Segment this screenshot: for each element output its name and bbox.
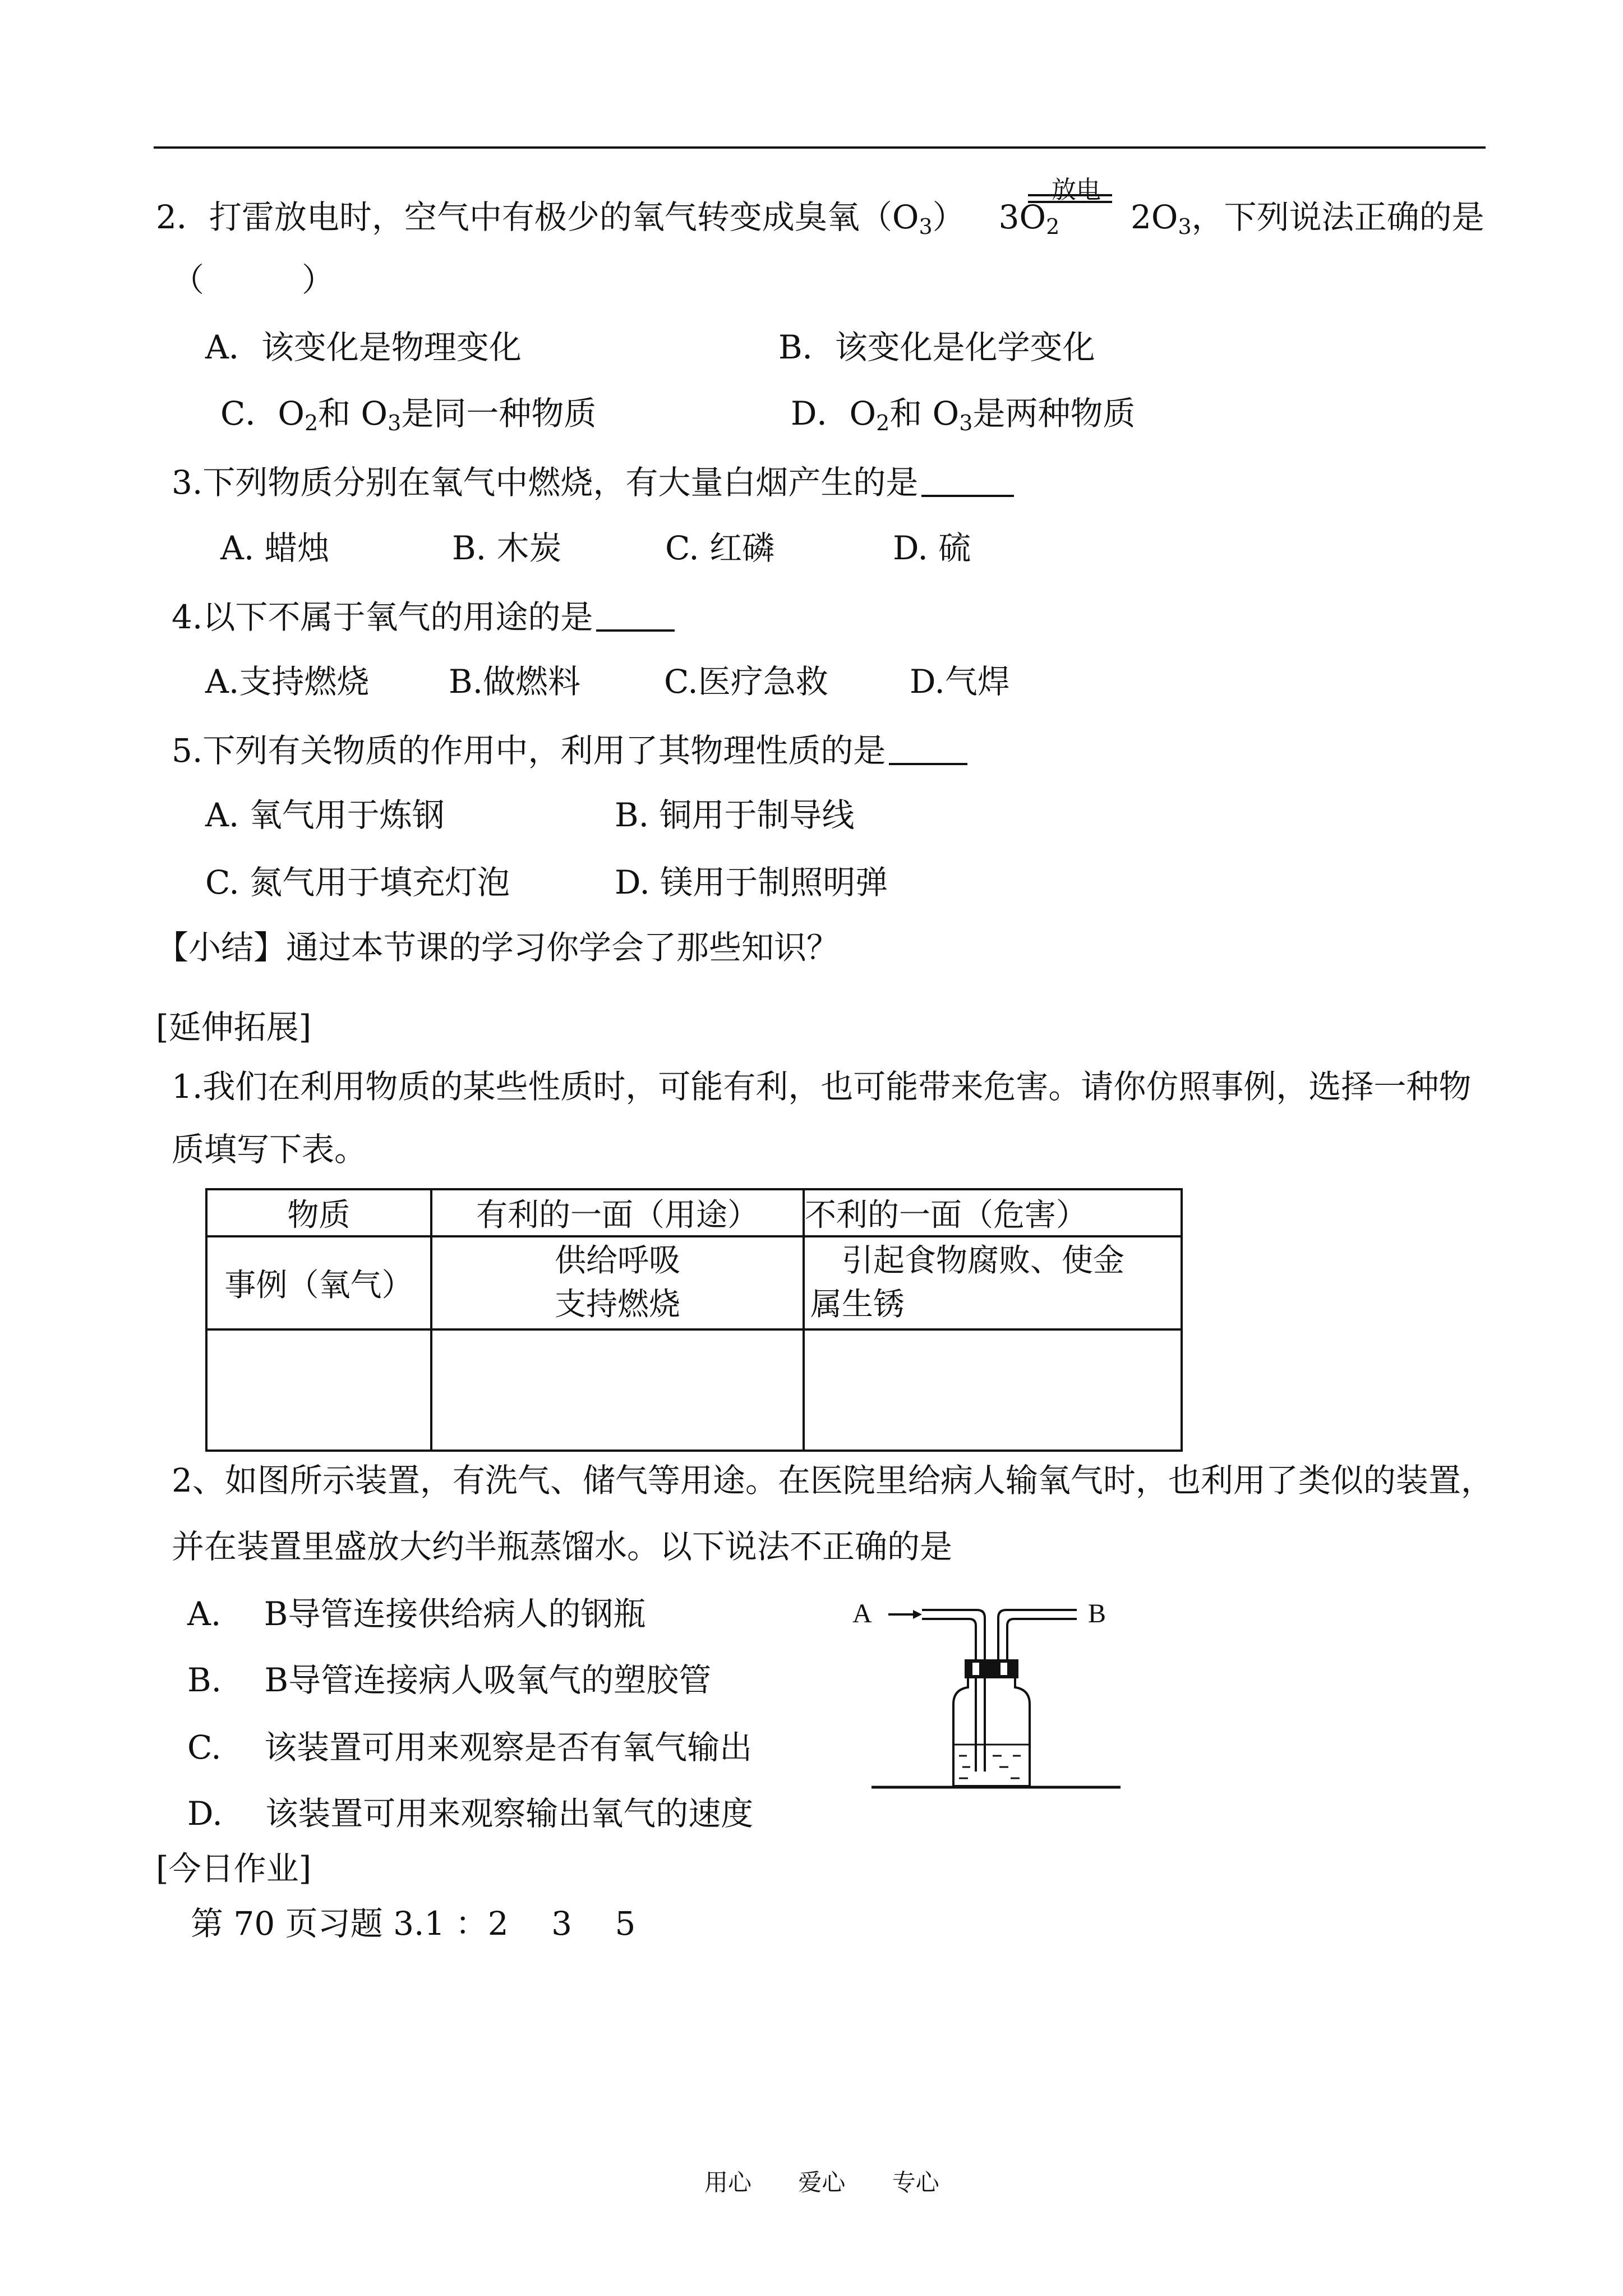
extension-q2-option-b: B. B导管连接病人吸氧气的塑胶管 bbox=[187, 1661, 712, 1699]
q5-option-b: B. 铜用于制导线 bbox=[615, 796, 855, 834]
table-empty-cell bbox=[206, 1329, 431, 1451]
q5-option-c: C. 氮气用于填充灯泡 bbox=[205, 863, 510, 901]
q2-option-c: C．$O_2$和 $O_3$是同一种物质 bbox=[220, 394, 597, 435]
q5-option-d: D. 镁用于制照明弹 bbox=[615, 863, 888, 901]
table-header-substance: 物质 bbox=[206, 1189, 431, 1236]
extension-q2-line2: 并在装置里盛放大约半瓶蒸馏水。以下说法不正确的是 bbox=[172, 1527, 953, 1566]
extension-q2-line1: 2、如图所示装置，有洗气、储气等用途。在医院里给病人输氧气时，也利用了类似的装置， bbox=[172, 1461, 1493, 1499]
inlet-arrow bbox=[888, 1610, 922, 1619]
gas-washing-bottle-diagram bbox=[852, 1593, 1144, 1806]
q2-option-d: D．$O_2$和 $O_3$是两种物质 bbox=[791, 394, 1136, 435]
header-rule bbox=[154, 146, 1486, 149]
q2-product: $2O_3$，下列说法正确的是 bbox=[1131, 198, 1484, 239]
label-b: B bbox=[1088, 1599, 1106, 1628]
page-footer bbox=[704, 2164, 979, 2198]
table-empty-cell bbox=[804, 1329, 1182, 1451]
homework-heading: [今日作业] bbox=[156, 1849, 312, 1888]
table-header-row bbox=[206, 1189, 1182, 1236]
table-empty-cell bbox=[431, 1329, 804, 1451]
q3-answer-blank bbox=[921, 464, 1014, 497]
q3-option-c: C. 红磷 bbox=[665, 529, 775, 567]
table-header-benefit: 有利的一面（用途） bbox=[431, 1189, 804, 1236]
q2-answer-paren: （ ） bbox=[172, 261, 335, 299]
q4-stem: 4.以下不属于氧气的用途的是 bbox=[172, 599, 675, 633]
footer-motto-3: 专心 bbox=[892, 2169, 939, 2196]
reaction-condition: 放电 bbox=[1052, 176, 1101, 204]
q4-option-a: A.支持燃烧 bbox=[205, 662, 370, 701]
summary-prompt: 【小结】通过本节课的学习你学会了那些知识？ bbox=[156, 928, 840, 967]
water-level bbox=[955, 1745, 1029, 1778]
footer-motto-1: 用心 bbox=[704, 2169, 752, 2196]
homework-text: 第 70 页习题 3.1 ：2 3 5 bbox=[191, 1904, 636, 1943]
extension-q2-option-c: C. 该装置可用来观察是否有氧气输出 bbox=[187, 1728, 753, 1766]
q3-option-b: B. 木炭 bbox=[452, 529, 562, 567]
q4-option-b: B.做燃料 bbox=[449, 662, 581, 701]
extension-heading: [延伸拓展] bbox=[156, 1008, 312, 1046]
footer-motto-2: 爱心 bbox=[798, 2169, 846, 2196]
label-a: A bbox=[852, 1599, 872, 1628]
property-table bbox=[205, 1188, 1183, 1452]
q3-option-a: A. 蜡烛 bbox=[220, 529, 330, 567]
q2-option-a: A．该变化是物理变化 bbox=[205, 328, 522, 366]
q4-option-d: D.气焊 bbox=[910, 662, 1010, 701]
q2-option-b: B．该变化是化学变化 bbox=[778, 328, 1095, 366]
table-example-label: 事例（氧气） bbox=[206, 1236, 431, 1329]
q4-option-c: C.医疗急救 bbox=[664, 662, 828, 701]
glass-tubes bbox=[922, 1610, 1077, 1772]
reaction-equals-sign bbox=[1028, 194, 1112, 205]
table-example-row bbox=[206, 1236, 1182, 1329]
q3-stem: 3.下列物质分别在氧气中燃烧，有大量白烟产生的是 bbox=[172, 464, 1014, 499]
table-header-harm: 不利的一面（危害） bbox=[804, 1189, 1182, 1236]
table-example-harm: 引起食物腐败、使金 属生锈 bbox=[804, 1236, 1182, 1329]
table-example-benefit: 供给呼吸 支持燃烧 bbox=[431, 1236, 804, 1329]
q5-option-a: A. 氧气用于炼钢 bbox=[205, 796, 445, 834]
q3-option-d: D. 硫 bbox=[893, 529, 971, 567]
bottle bbox=[953, 1678, 1030, 1786]
q5-stem: 5.下列有关物质的作用中，利用了其物理性质的是 bbox=[172, 733, 967, 767]
q4-answer-blank bbox=[596, 599, 675, 632]
extension-q1-line1: 1.我们在利用物质的某些性质时，可能有利，也可能带来危害。请你仿照事例，选择一种物 bbox=[172, 1068, 1472, 1106]
table-empty-row bbox=[206, 1329, 1182, 1451]
extension-q1-line2: 质填写下表。 bbox=[172, 1130, 367, 1168]
extension-q2-option-a: A. B导管连接供给病人的钢瓶 bbox=[187, 1595, 646, 1633]
rubber-stopper bbox=[965, 1659, 1018, 1678]
q5-answer-blank bbox=[889, 733, 967, 765]
q2-stem: 2．打雷放电时，空气中有极少的氧气转变成臭氧$(O_3)$ $3O_2$ bbox=[156, 198, 1060, 239]
extension-q2-option-d: D. 该装置可用来观察输出氧气的速度 bbox=[187, 1795, 754, 1833]
